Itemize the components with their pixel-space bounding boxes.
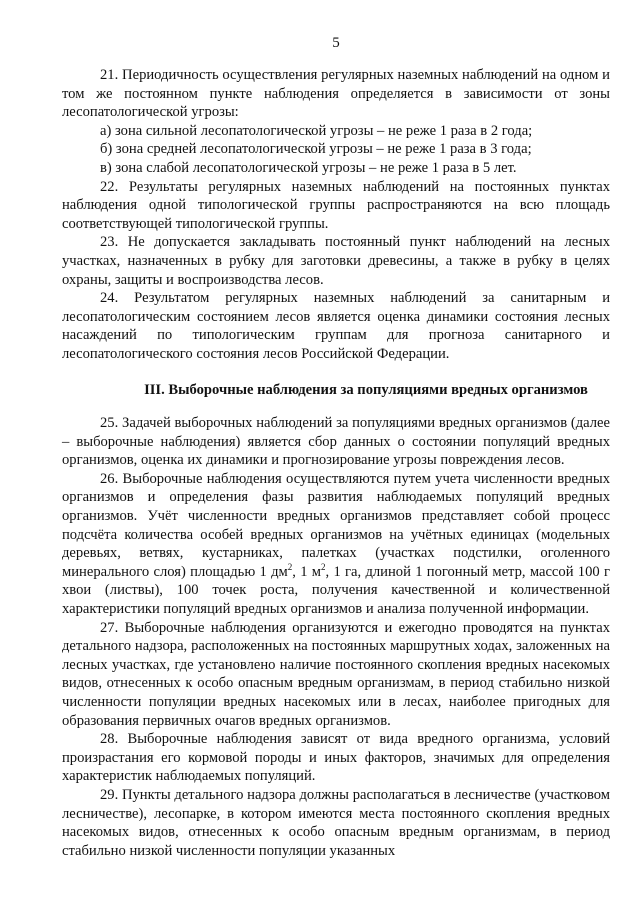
page-number: 5: [332, 35, 340, 51]
paragraph-text: Выборочные наблюдения осуществляются путем учета численности вредных организмов и определения фазы развития наблюдаемых популяций вредных организмов. Учёт численности вредных организмов представляет собой процесс подсчёта количества особей вредных организмов на учётных единицах (модельных деревьях, ветвях, кустарниках, палетках (участках подстилки, оголенного минерального слоя) площадью 1 дм: [62, 470, 611, 580]
paragraph-22: [62, 178, 610, 234]
paragraph-27: [62, 619, 610, 731]
paragraph-number: 26.: [100, 470, 119, 487]
paragraph-text: , 1 га, длиной 1 погонный метр, массой 100 г хвои (листвы), 100 точек роста, получения качественной и количественной характеристики популяций вредных организмов и анализа полученной информации.: [62, 563, 610, 618]
paragraph-25: [62, 414, 610, 470]
paragraph-21: [62, 66, 610, 122]
paragraph-24: [62, 289, 610, 363]
paragraph-text: Выборочные наблюдения организуются и ежегодно проводятся на пунктах детального надзора, расположенных на постоянных маршрутных ходах, заложенных на лесных участках, где установлено наличие постоянного скопления вредных насекомых видов, отнесенных к особо опасным вредным организмам, в период стабильно низкой численности популяции вредных насекомых или в лесах, наиболее пригодных для образования первичных очагов вредных организмов.: [62, 619, 610, 729]
paragraph-number: 21.: [100, 67, 119, 83]
superscript: 2: [321, 561, 326, 572]
paragraph-28: [62, 730, 610, 786]
paragraph-text: Периодичность осуществления регулярных наземных наблюдений на одном и том же постоянном пункте наблюдения определяется в зависимости от зоны лесопатологической угрозы:: [62, 67, 610, 121]
paragraph-number: 24.: [100, 290, 119, 307]
paragraph-number: 29.: [100, 786, 119, 803]
paragraph-23: [62, 233, 610, 289]
paragraph-text: Выборочные наблюдения зависят от вида вредного организма, условий произрастания его кормовой породы и иных факторов, значимых для определения характеристик наблюдаемых популяций.: [62, 731, 610, 785]
paragraph-number: 27.: [100, 619, 119, 636]
section-heading: III. Выборочные наблюдения за популяциями вредных организмов: [144, 381, 588, 398]
paragraph-text: Результатом регулярных наземных наблюдений за санитарным и лесопатологическим состоянием лесов является оценка динамики состояния лесных насаждений по типологическим группам для прогноза санитарного и лесопатологического состояния лесов Российской Федерации.: [62, 290, 611, 362]
paragraph-number: 25.: [100, 415, 119, 432]
paragraph-number: 22.: [100, 178, 119, 195]
paragraph-number: 28.: [100, 731, 119, 748]
superscript: 2: [287, 561, 293, 572]
paragraph-29: [62, 786, 610, 860]
paragraph-text: Результаты регулярных наземных наблюдений на постоянных пунктах наблюдения одной типологической группы распространяются на всю площадь соответствующей типологической группы.: [62, 178, 610, 232]
paragraph-26: [62, 470, 610, 619]
paragraph-number: 23.: [100, 234, 119, 251]
list-item-c: в) зона слабой лесопатологической угрозы – не реже 1 раза в 5 лет.: [100, 159, 517, 176]
paragraph-text: Задачей выборочных наблюдений за популяциями вредных организмов (далее – выборочные наблюдения) является сбор данных о состоянии популяций вредных организмов, оценка их динамики и прогнозирование угрозы повреждения лесов.: [62, 415, 610, 469]
paragraph-text: , 1 м: [292, 563, 322, 580]
list-item-a: а) зона сильной лесопатологической угрозы – не реже 1 раза в 2 года;: [100, 122, 533, 139]
paragraph-text: Не допускается закладывать постоянный пункт наблюдений на лесных участках, назначенных в рубку для заготовки древесины, а также в рубку в целях охраны, защиты и воспроизводства лесов.: [62, 234, 610, 288]
paragraph-text: Пункты детального надзора должны располагаться в лесничестве (участковом лесничестве), лесопарке, в котором имеются места постоянного скопления вредных насекомых видов, отнесенных к особо опасным вредным организмам, в период стабильно низкой численности популяции указанных: [62, 786, 610, 859]
list-item-b: б) зона средней лесопатологической угрозы – не реже 1 раза в 3 года;: [100, 141, 532, 158]
